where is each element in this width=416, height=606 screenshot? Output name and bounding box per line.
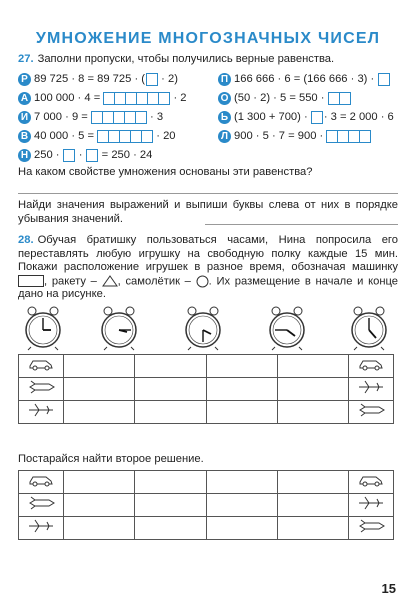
- shelf-cell: [19, 378, 64, 401]
- shelf-cell: [19, 355, 64, 378]
- answer-line[interactable]: [18, 193, 398, 194]
- task28-number: 28.: [18, 234, 34, 246]
- shelf-cell[interactable]: [277, 471, 348, 494]
- answer-line[interactable]: [205, 224, 398, 225]
- letter-soft: Ь: [218, 111, 231, 124]
- car-icon: [358, 357, 384, 371]
- shelf-cell[interactable]: [206, 401, 277, 424]
- car-icon: [28, 473, 54, 487]
- shelf-cell[interactable]: [206, 378, 277, 401]
- airplane-icon: [357, 380, 385, 394]
- answer-boxes[interactable]: [328, 92, 351, 105]
- car-rectangle-symbol: [18, 275, 44, 287]
- eq-o-before: (50 · 2) · 5 = 550 ·: [234, 92, 325, 104]
- answer-boxes[interactable]: [97, 130, 153, 143]
- circle-symbol: [196, 275, 209, 288]
- clock-icon: [266, 305, 308, 351]
- shelf-cell: [349, 471, 394, 494]
- rocket-icon: [27, 496, 55, 510]
- shelf-cell[interactable]: [135, 401, 206, 424]
- answer-box[interactable]: [86, 149, 98, 162]
- task27-number: 27.: [18, 53, 34, 65]
- rocket-icon: [357, 519, 385, 533]
- shelf-cell: [349, 494, 394, 517]
- airplane-icon: [27, 519, 55, 533]
- page-title: УМНОЖЕНИЕ МНОГОЗНАЧНЫХ ЧИСЕЛ: [35, 30, 381, 47]
- car-icon: [28, 357, 54, 371]
- shelf-cell: [349, 517, 394, 540]
- eq-r: [18, 72, 178, 86]
- task28-shapes-text-1: , ракету –: [44, 274, 97, 287]
- eq-i-after: · 3: [146, 111, 164, 123]
- eq-soft: [218, 110, 394, 124]
- shelf-cell[interactable]: [277, 355, 348, 378]
- shelf-cell[interactable]: [64, 401, 135, 424]
- shelf-cell[interactable]: [135, 378, 206, 401]
- shelf-cell[interactable]: [135, 494, 206, 517]
- shelf-cell: [349, 378, 394, 401]
- eq-l-before: 900 · 5 · 7 = 900 ·: [234, 130, 324, 142]
- clock-icon: [98, 305, 140, 351]
- shelf-cell[interactable]: [135, 355, 206, 378]
- eq-a-after: · 2: [170, 92, 187, 104]
- task28-text: Обучая братишку пользоваться часами, Нина попросила его переставлять любую игрушку на свободную полку каждые 15 мин. Покажи расположение игрушек в разное время, обозначая машинку: [18, 234, 398, 273]
- letter-i: И: [18, 111, 31, 124]
- letter-v: В: [18, 130, 31, 143]
- eq-i-before: 7 000 · 9 =: [34, 111, 88, 123]
- eq-n-before: 250 ·: [34, 149, 60, 161]
- shelf-cell: [19, 494, 64, 517]
- task27-question: На каком свойстве умножения основаны эти равенства?: [18, 166, 313, 178]
- answer-boxes[interactable]: [103, 92, 170, 105]
- answer-box[interactable]: [378, 73, 390, 86]
- eq-p-before: 166 666 · 6 = (166 666 · 3) ·: [234, 73, 375, 85]
- shelf-cell: [349, 355, 394, 378]
- letter-p: П: [218, 73, 231, 86]
- shelf-cell[interactable]: [64, 378, 135, 401]
- clock-icon: [182, 305, 224, 351]
- answer-box[interactable]: [146, 73, 158, 86]
- eq-p: [218, 72, 390, 86]
- page-number: 15: [381, 581, 396, 596]
- shelf-cell[interactable]: [64, 517, 135, 540]
- shelf-cell[interactable]: [135, 517, 206, 540]
- eq-r-before: 89 725 · 8 = 89 725 · (: [34, 73, 146, 85]
- task28-body: [18, 234, 398, 302]
- eq-v-after: · 20: [153, 130, 176, 142]
- clocks-row: [18, 305, 398, 351]
- shelf-cell[interactable]: [206, 471, 277, 494]
- airplane-icon: [27, 403, 55, 417]
- answer-box[interactable]: [63, 149, 75, 162]
- shelf-cell[interactable]: [206, 517, 277, 540]
- eq-n-after: = 250 · 24: [101, 149, 153, 161]
- shelf-cell[interactable]: [206, 494, 277, 517]
- letter-n: Н: [18, 149, 31, 162]
- letter-o: О: [218, 92, 231, 105]
- eq-r-after: · 2): [158, 73, 178, 85]
- shelf-cell[interactable]: [277, 378, 348, 401]
- eq-v: [18, 129, 176, 143]
- eq-a: [18, 91, 187, 105]
- clock-icon: [22, 305, 64, 351]
- shelf-cell: [19, 401, 64, 424]
- eq-soft-after: · 3 = 2 000 · 6: [323, 111, 394, 123]
- airplane-icon: [357, 496, 385, 510]
- car-icon: [358, 473, 384, 487]
- shelf-cell[interactable]: [64, 471, 135, 494]
- clock-icon: [348, 305, 390, 351]
- eq-a-before: 100 000 · 4 =: [34, 92, 101, 104]
- task28-text-end: Их размещение в начале и конце дано на рисунке.: [18, 274, 399, 301]
- answer-boxes[interactable]: [326, 130, 371, 143]
- task28-shapes-text-2: , самолётик –: [117, 274, 191, 287]
- triangle-symbol: [102, 275, 118, 287]
- task28-second: Постарайся найти второе решение.: [18, 453, 204, 465]
- task27-heading: [18, 53, 398, 67]
- shelf-table-1: [18, 354, 394, 424]
- letter-a: А: [18, 92, 31, 105]
- eq-n: Н 250 · · = 250 · 24: [18, 148, 152, 162]
- answer-box[interactable]: [311, 111, 323, 124]
- shelf-cell[interactable]: [64, 355, 135, 378]
- rocket-icon: [357, 403, 385, 417]
- letter-l: Л: [218, 130, 231, 143]
- shelf-cell: [349, 401, 394, 424]
- task27-instruction: Найди значения выражений и выпиши буквы слева от них в порядке убывания значений.: [18, 199, 398, 225]
- shelf-cell: [19, 471, 64, 494]
- task28-shapes-text-3: .: [208, 274, 212, 287]
- shelf-table-2: [18, 470, 394, 540]
- eq-i: [18, 110, 163, 124]
- shelf-cell[interactable]: [206, 355, 277, 378]
- shelf-cell[interactable]: [277, 517, 348, 540]
- letter-r: Р: [18, 73, 31, 86]
- shelf-cell: [19, 517, 64, 540]
- answer-boxes[interactable]: [91, 111, 147, 124]
- shelf-cell[interactable]: [277, 401, 348, 424]
- eq-v-before: 40 000 · 5 =: [34, 130, 95, 142]
- rocket-icon: [27, 380, 55, 394]
- eq-o: [218, 91, 351, 105]
- shelf-cell[interactable]: [277, 494, 348, 517]
- eq-soft-before: (1 300 + 700) ·: [234, 111, 308, 123]
- task27-text: Заполни пропуски, чтобы получились верные равенства.: [37, 53, 335, 65]
- eq-l: [218, 129, 371, 143]
- shelf-cell[interactable]: [64, 494, 135, 517]
- shelf-cell[interactable]: [135, 471, 206, 494]
